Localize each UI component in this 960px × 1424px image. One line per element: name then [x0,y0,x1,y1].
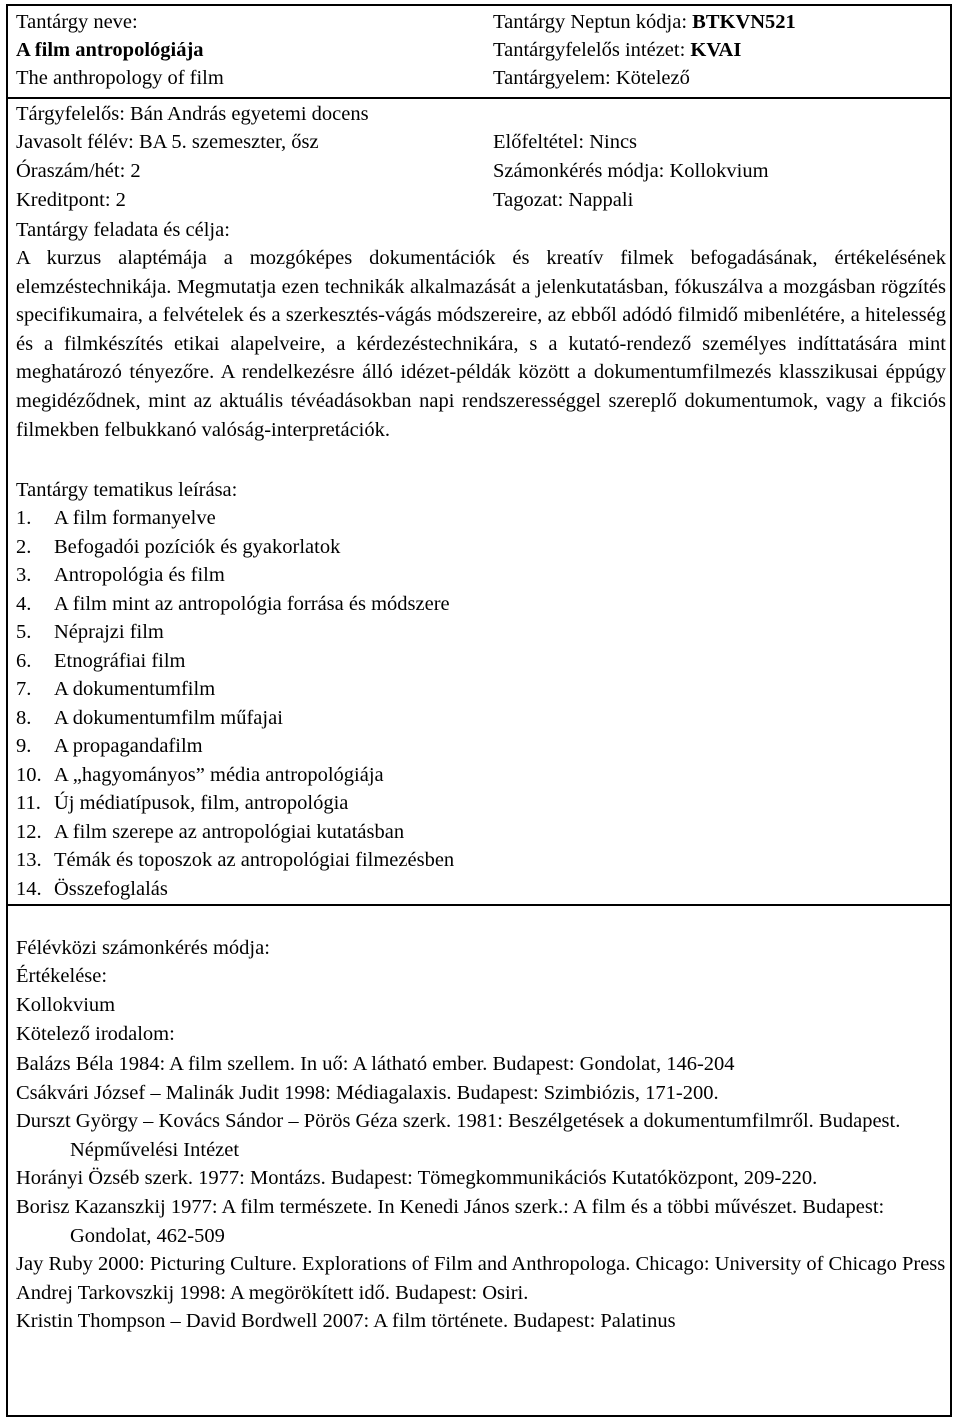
list-item: Horányi Özséb szerk. 1977: Montázs. Budapest: Tömegkommunikációs Kutatóközpont, 209-220. [16,1167,818,1190]
topics-divider [6,904,952,906]
midterm-assessment-heading: Félévközi számonkérés módja: [16,937,270,959]
list-item: Kristin Thompson – David Bordwell 2007: A film története. Budapest: Palatinus [16,1310,676,1333]
list-item: 3. Antropológia és film [16,564,225,586]
literature-heading: Kötelező irodalom: [16,1023,175,1045]
list-item: 9. A propagandafilm [16,735,203,757]
list-item: Balázs Béla 1984: A film szellem. In uő: A látható ember. Budapest: Gondolat, 146-204 [16,1053,735,1075]
evaluation-heading: Értékelése: [16,965,108,987]
recommended-semester: Javasolt félév: BA 5. szemeszter, ősz [16,131,319,153]
list-item: Borisz Kazanszkij 1977: A film természete. In Kenedi János szerk.: A film és a többi művészet. Budapest: Gondolat, 462-509 [16,1195,885,1247]
course-title-hu: A film antropológiája [16,39,204,61]
list-item: 7. A dokumentumfilm [16,678,216,700]
list-item: 10. A „hagyományos” média antropológiája [16,763,384,786]
topics-list [16,504,454,903]
list-item: 8. A dokumentumfilm műfajai [16,706,283,729]
evaluation-value: Kollokvium [16,994,116,1016]
course-responsible: Tárgyfelelős: Bán András egyetemi docens [16,103,369,125]
neptun-code-label: Tantárgy Neptun kódja: [493,11,693,33]
list-item: Durszt György – Kovács Sándor – Pörös Géza szerk. 1981: Beszélgetések a dokumentumfilmről. Budapest. Népművelési Intézet [16,1110,901,1161]
neptun-code [493,8,796,36]
list-item: 5. Néprajzi film [16,621,164,643]
list-item: 6. Etnográfiai film [16,649,186,672]
goal-heading: Tantárgy feladata és célja: [16,219,230,241]
credit-points: Kreditpont: 2 [16,189,126,211]
list-item: 2. Befogadói pozíciók és gyakorlatok [16,535,341,558]
list-item: 13. Témák és toposzok az antropológiai filmezésben [16,849,455,871]
list-item: Csákvári József – Malinák Judit 1998: Médiagalaxis. Budapest: Szimbiózis, 171-200. [16,1081,719,1104]
list-item: Jay Ruby 2000: Picturing Culture. Explorations of Film and Anthropologa. Chicago: University of Chicago Press [16,1253,946,1276]
topics-heading: Tantárgy tematikus leírása: [16,479,238,501]
course-title-en: The anthropology of film [16,67,224,89]
neptun-code-value: BTKVN521 [692,11,796,33]
list-item: 4. A film mint az antropológia forrása és módszere [16,592,450,615]
list-item: 12. A film szerepe az antropológiai kutatásban [16,820,405,843]
prerequisite: Előfeltétel: Nincs [493,131,638,153]
list-item: 1. A film formanyelve [16,507,216,529]
responsible-institute [493,36,741,64]
institute-label: Tantárgyfelelős intézet: [493,39,691,61]
header-divider [6,97,952,99]
course-element: Tantárgyelem: Kötelező [493,67,690,89]
list-item: 11. Új médiatípusok, film, antropológia [16,792,349,814]
weekly-hours: Óraszám/hét: 2 [16,160,141,182]
institute-value: KVAI [690,39,742,61]
goal-text: A kurzus alaptémája a mozgóképes dokumentációk és kreatív filmek befogadásának, értékelésének elemzéstechnikája. Megmutatja ezen technikák alkalmazását a jelenkutatásban, fókuszálva a mozgásban rögzítés specifikumaira, a felvételek és a szerkesztés-vágás módszereire, az ebből adódó filmidő mibenlétére, a hitelesség és a filmkészítés etikai alapelveire, a kérdezéstechnikára, s a kutató-rendező személyes indíttatására mint meghatározó tényezőre. A rendelkezésre álló idézet-példák között a dokumentumfilmezés klasszikusai éppúgy megidéződnek, mint az aktuális tévéadásokban napi rendszerességgel szereplő dokumentumok, vagy a fikciós filmekben felbukkanó valóság-interpretációk. [16,247,946,441]
study-mode: Tagozat: Nappali [493,189,634,211]
assessment-type: Számonkérés módja: Kollokvium [493,160,769,182]
list-item: Andrej Tarkovszkij 1998: A megörökített idő. Budapest: Osiri. [16,1281,529,1304]
subject-label: Tantárgy neve: [16,11,138,33]
list-item: 14. Összefoglalás [16,877,168,900]
literature-list [16,1050,946,1336]
